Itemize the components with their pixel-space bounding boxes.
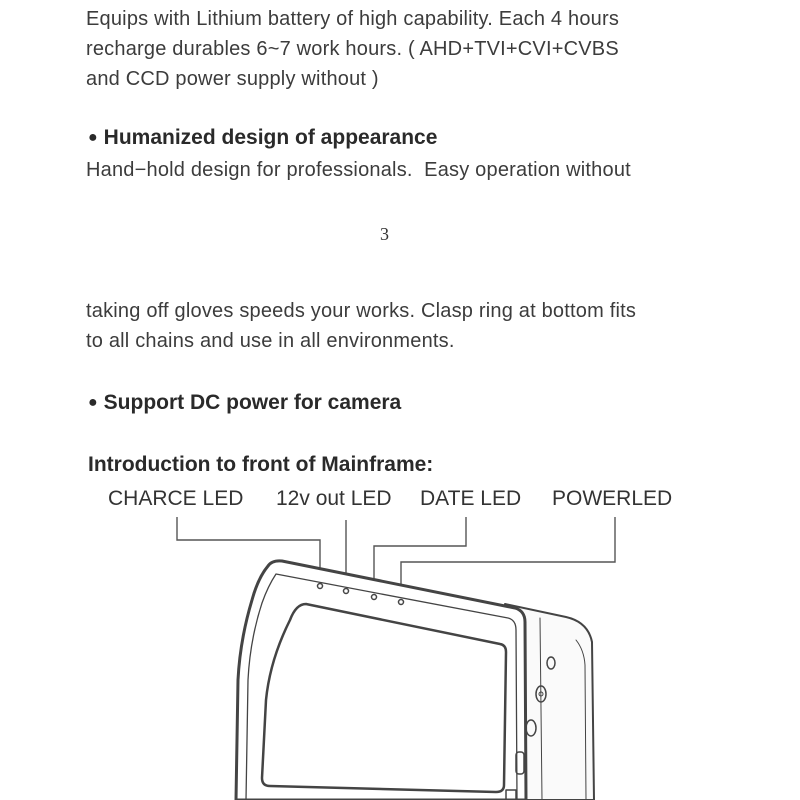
- date-led-icon: [372, 595, 377, 600]
- device-side-block: [500, 604, 594, 800]
- dc-power-heading: [88, 391, 401, 415]
- usb-port-icon: [516, 752, 524, 774]
- battery-paragraph: [86, 4, 726, 94]
- mainframe-intro-heading: Introduction to front of Mainframe:: [88, 453, 434, 476]
- charge-led-icon: [318, 584, 323, 589]
- humanized-design-heading: [88, 126, 437, 150]
- date-led-label: DATE LED: [420, 487, 522, 510]
- bottom-clip-icon: [506, 790, 516, 800]
- battery-line-2: recharge durables 6~7 work hours. ( AHD+TVI+CVI+CVBS: [86, 38, 619, 60]
- device-inner-bezel: [246, 574, 517, 800]
- continuation-line-2: to all chains and use in all environments.: [86, 330, 455, 352]
- bullet-icon: ●: [88, 394, 98, 411]
- humanized-paragraph: [86, 155, 726, 185]
- humanized-line-1: Hand−hold design for professionals. Easy operation without: [86, 159, 631, 181]
- 12v-out-led-icon: [344, 589, 349, 594]
- humanized-heading-text: Humanized design of appearance: [103, 126, 438, 149]
- date-led-leader: [374, 517, 466, 592]
- device-screen: [262, 604, 506, 792]
- continuation-line-1: taking off gloves speeds your works. Clasp ring at bottom fits: [86, 300, 637, 322]
- side-port-2-icon: [536, 686, 546, 702]
- bullet-icon: ●: [88, 129, 98, 146]
- 12v-out-led-label: 12v out LED: [276, 487, 392, 510]
- side-port-1-icon: [547, 657, 555, 669]
- side-port-3-icon: [526, 720, 536, 736]
- device-side-edge-3: [576, 640, 586, 800]
- power-led-icon: [399, 600, 404, 605]
- dc-heading-text: Support DC power for camera: [103, 391, 402, 414]
- battery-line-3: and CCD power supply without ): [86, 68, 379, 90]
- device-side-edge-2: [540, 618, 542, 800]
- continuation-paragraph: [86, 296, 726, 356]
- device-body: [236, 561, 594, 800]
- page-number: 3: [380, 224, 389, 244]
- device-front-bezel: [236, 561, 526, 800]
- power-led-label: POWERLED: [552, 487, 673, 510]
- callout-leader-lines: [177, 517, 615, 597]
- charge-led-label: CHARCE LED: [108, 487, 244, 510]
- battery-line-1: Equips with Lithium battery of high capability. Each 4 hours: [86, 8, 620, 30]
- charge-led-leader: [177, 517, 320, 582]
- power-led-leader: [401, 517, 615, 597]
- side-port-2-core-icon: [539, 692, 543, 696]
